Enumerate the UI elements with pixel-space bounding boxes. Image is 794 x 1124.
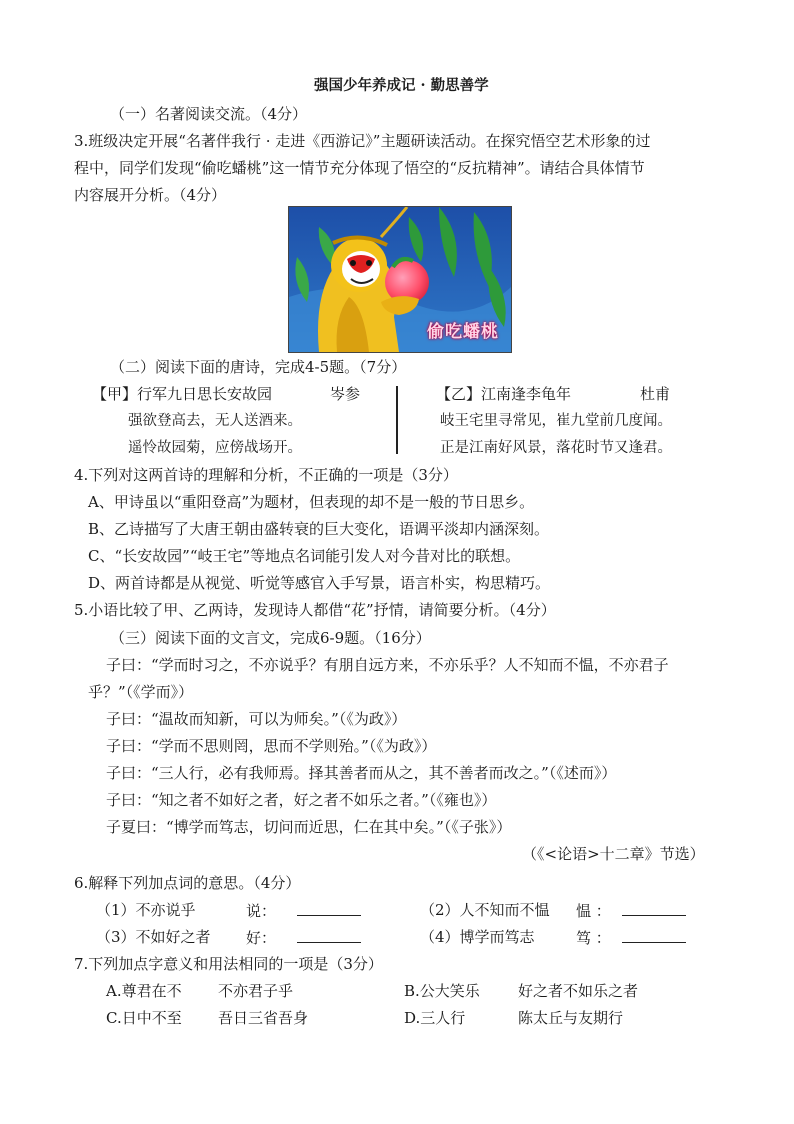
question-7-option-c: C.日中不至: [106, 1009, 182, 1027]
question-3-line-3: 内容展开分析。（4分）: [74, 186, 227, 204]
question-4-option-a: A、甲诗虽以“重阳登高”为题材，但表现的却不是一般的节日思乡。: [88, 493, 535, 511]
question-6-item-3-answer: [246, 926, 361, 949]
passage-line-5: 子曰：“三人行，必有我师焉。择其善者而从之，其不善者而改之。”（《述而》）: [106, 764, 617, 782]
question-4-option-d: D、两首诗都是从视觉、听觉等感官入手写景，语言朴实，构思精巧。: [88, 574, 551, 592]
poem-a-line-1: 强欲登高去，无人送酒来。: [128, 413, 302, 429]
question-6-item-1-word: 说：: [246, 902, 277, 920]
question-6-item-1-phrase: （1）不亦说乎: [96, 901, 196, 919]
passage-line-4: 子曰：“学而不思则罔，思而不学则殆。”（《为政》）: [106, 737, 437, 755]
section-one-heading: （一）名著阅读交流。（4分）: [110, 105, 308, 123]
poem-b-title: 【乙】江南逢李龟年: [436, 385, 572, 403]
poem-a-title: 【甲】行军九日思长安故园: [92, 385, 273, 403]
question-7-stem: 7.下列加点字意义和用法相同的一项是（3分）: [74, 955, 383, 973]
passage-line-6: 子曰：“知之者不如好之者，好之者不如乐之者。”（《雍也》）: [106, 791, 497, 809]
question-7-option-b-compare: 好之者不如乐之者: [518, 982, 639, 1000]
answer-blank-1[interactable]: [297, 899, 361, 916]
question-6-item-2-phrase: （2）人不知而不愠: [420, 901, 550, 919]
question-7-option-d-compare: 陈太丘与友期行: [518, 1009, 624, 1027]
answer-blank-3[interactable]: [297, 926, 361, 943]
poem-divider: [396, 386, 398, 454]
poem-a-line-2: 遥怜故园菊，应傍战场开。: [128, 440, 302, 456]
passage-line-3: 子曰：“温故而知新，可以为师矣。”（《为政》）: [106, 710, 407, 728]
question-6-item-3-word: 好：: [246, 929, 277, 947]
question-4-option-c: C、“长安故园”“岐王宅”等地点名词能引发人对今昔对比的联想。: [88, 547, 521, 565]
question-6-item-4-word: 笃 ：: [576, 929, 611, 947]
question-6-item-2-answer: [576, 899, 686, 922]
question-6-item-3-phrase: （3）不如好之者: [96, 928, 211, 946]
question-6-item-4-answer: [576, 926, 686, 949]
section-three-heading: （三）阅读下面的文言文，完成6-9题。（16分）: [110, 629, 431, 647]
passage-line-1: 子曰：“学而时习之，不亦说乎？有朋自远方来，不亦乐乎？人不知而不愠，不亦君子: [106, 656, 669, 674]
passage-source: （《<论语>十二章》节选）: [522, 845, 705, 863]
section-two-heading: （二）阅读下面的唐诗，完成4-5题。（7分）: [110, 358, 407, 376]
question-6-stem: 6.解释下列加点词的意思。（4分）: [74, 874, 301, 892]
question-7-option-d: D.三人行: [404, 1009, 466, 1027]
question-7-option-a: A.尊君在不: [106, 982, 182, 1000]
question-7-option-a-compare: 不亦君子乎: [218, 982, 294, 1000]
page-title: 强国少年养成记 · 勤思善学: [314, 77, 489, 94]
poem-a-author: 岑参: [330, 385, 361, 403]
answer-blank-2[interactable]: [622, 899, 686, 916]
passage-line-2: 乎？”（《学而》）: [88, 683, 194, 701]
answer-blank-4[interactable]: [622, 926, 686, 943]
question-4-stem: 4.下列对这两首诗的理解和分析，不正确的一项是（3分）: [74, 466, 458, 484]
poem-b-line-2: 正是江南好风景，落花时节又逢君。: [440, 440, 672, 456]
question-6-item-1-answer: [246, 899, 361, 922]
monkey-king-peach-illustration: [288, 206, 512, 353]
question-3-line-1: 3.班级决定开展“名著伴我行 · 走进《西游记》”主题研读活动。在探究悟空艺术形象的过: [74, 132, 651, 150]
illustration-caption: 偷吃蟠桃: [427, 322, 499, 342]
question-7-option-b: B.公大笑乐: [404, 982, 480, 1000]
question-3-line-2: 程中，同学们发现“偷吃蟠桃”这一情节充分体现了悟空的“反抗精神”。请结合具体情节: [74, 159, 645, 177]
poem-b-line-1: 岐王宅里寻常见，崔九堂前几度闻。: [440, 413, 672, 429]
passage-line-7: 子夏曰：“博学而笃志，切问而近思，仁在其中矣。”（《子张》）: [106, 818, 512, 836]
question-6-item-2-word: 愠 ：: [576, 902, 611, 920]
question-6-item-1: [96, 899, 196, 921]
question-7-option-c-compare: 吾日三省吾身: [218, 1009, 309, 1027]
question-6-item-2: [420, 899, 550, 921]
question-6-item-3: [96, 926, 211, 948]
question-4-option-b: B、乙诗描写了大唐王朝由盛转衰的巨大变化，语调平淡却内涵深刻。: [88, 520, 550, 538]
question-5: 5.小语比较了甲、乙两诗，发现诗人都借“花”抒情，请简要分析。（4分）: [74, 601, 556, 619]
question-6-item-4: [420, 926, 535, 948]
poem-b-author: 杜甫: [640, 385, 671, 403]
question-6-item-4-phrase: （4）博学而笃志: [420, 928, 535, 946]
